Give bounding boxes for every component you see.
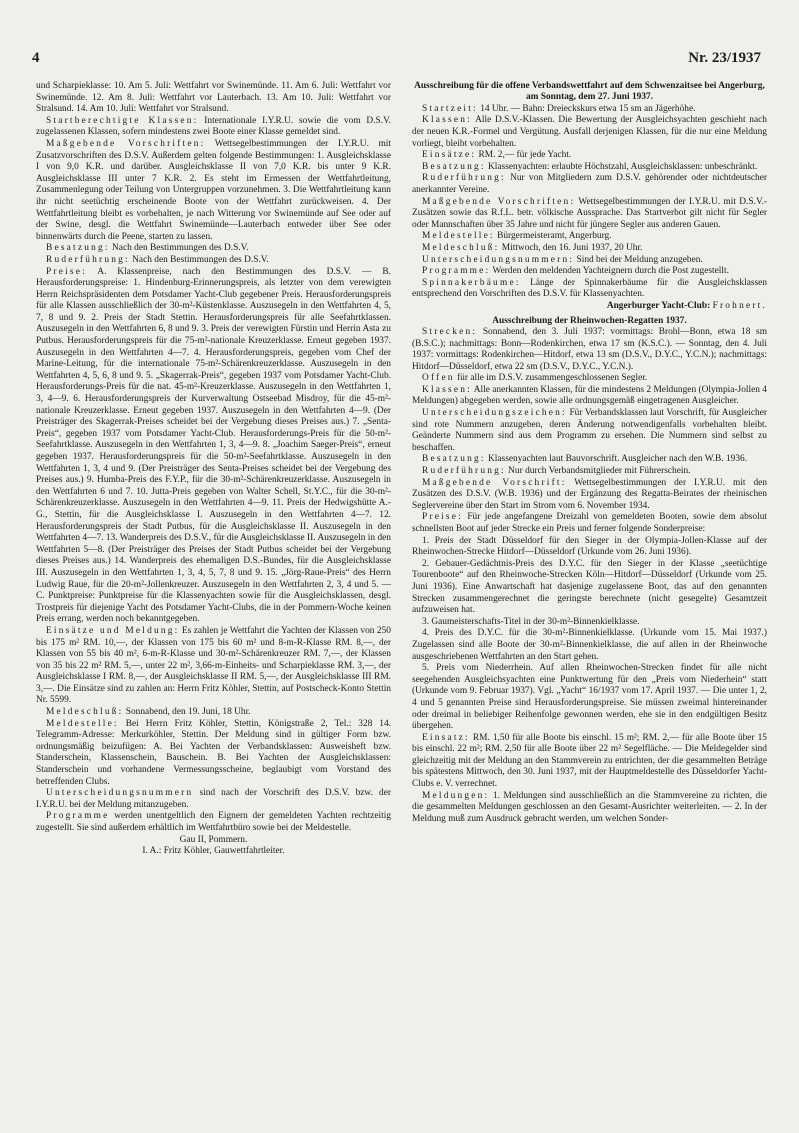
- section-text: Sonnabend, den 3. Juli 1937: vormittags: Brohl—Bonn, etwa 18 sm (B.S.C.); nachmittags: Bonn—Rodenkirchen, etwa 17 sm (K.S.C.). — Sonntag, den 4. Juli 1937: vormittags: Rodenkirchen—Hitdorf, etwa 13 sm (D.S.V., D.Y.C., Y.C.N.); nachmittags: Hitdorf—Düsseldorf, etwa 22 sm (D.S.V., D.Y.C., Y.C.N.).: [412, 326, 767, 372]
- section-text: RM. 2,— für jede Yacht.: [478, 150, 572, 161]
- section-text: für alle im D.S.V. zusammengeschlossenen Segler.: [457, 373, 648, 384]
- section-label: Einsatz:: [422, 732, 470, 743]
- section-label: Einsätze:: [422, 150, 477, 161]
- section-text: sind nach der Vorschrift des D.S.V. bzw. der I.Y.R.U. bei der Meldung mitanzugeben.: [36, 788, 392, 810]
- paragraph: [412, 243, 767, 255]
- paragraph: [412, 278, 767, 301]
- prize-item: 5. Preis vom Niederrhein. Auf allen Rheinwochen-Strecken findet für alle nicht seegehenden Ausgleichsyachten eine Punktwertung für den „Preis vom Niederhein“ statt (Urkunde vom 9. Februar 1937). Vgl. „Yacht“ 16/1937 vom 17. April 1937. — Die unter 1, 2, 4 und 5 genannten Preise sind Herausforderungspreise. Sie müssen zweimal hintereinander oder dreimal in beliebiger Reihenfolge gewonnen werden, ehe sie in den endgültigen Besitz übergehen.: [412, 663, 767, 732]
- paragraph: [412, 454, 767, 466]
- paragraph: [36, 255, 391, 267]
- section-text: Internationale I.Y.R.U. sowie die vom D.S.V. zugelassenen Klassen, sofern mindestens zwei Boote einer Klasse gemeldet sind.: [36, 115, 391, 138]
- paragraph: [412, 197, 767, 232]
- section-heading: Ausschreibung der Rheinwochen-Regatten 1937.: [492, 315, 687, 326]
- section-text: Wettsegelbestimmungen der I.Y.R.U. mit den Zusätzen des D.S.V. (W.B. 1936) und der Ergänzung des Regatta-Beirates der rheinischen Seglervereine über den Start im Strom vom 6. November 1934.: [412, 477, 767, 511]
- paragraph: [36, 811, 391, 834]
- paragraph: [36, 707, 391, 719]
- section-label: Einsätze und Meldung:: [46, 625, 180, 636]
- section-label: Maßgebende Vorschrift:: [422, 477, 567, 488]
- paragraph: [36, 626, 391, 707]
- section-label: Meldeschluß:: [422, 242, 500, 253]
- paragraph: [412, 733, 767, 791]
- section-text: Werden den meldenden Yachteignern durch die Post zugestellt.: [492, 266, 729, 277]
- paragraph: [412, 466, 767, 478]
- section-label: Unterscheidungsnummern: [46, 788, 194, 799]
- paragraph: [36, 243, 391, 255]
- section-label: Klassen:: [422, 115, 472, 126]
- section-text: Nur durch Verbandsmitglieder mit Führerschein.: [508, 466, 691, 477]
- section-text: A. Klassenpreise, nach den Bestimmungen des D.S.V. — B. Herausforderungspreise: 1. Hindenburg-Erinnerungspreis, als letzter von dem verewigten Herrn Reichspräsidenten dem Potsdamer Yacht-Club gegebener Preis. Herausforderungspreis für alle Klassen ausschließlich der 30-m²-Küstenklasse. Auszusegeln in den Wettfahrten 4, 5, 7, 8 und 9. 2. Preis der Stadt Stettin. Herausforderungspreis für alle Seefahrtklassen. Auszusegeln in den Wettfahrten 6, 8 und 9. 3. Preis der verewigten Fürstin und Herrin Asta zu Putbus. Herausforderungspreis für die 75-m²-nationale Kreuzerklasse. Erneut gegeben 1937. Auszusegeln in den Wettfahrten 4—7. 4. Herausforderungspreis, gegeben vom Chef der Marine-Leitung, für die internationale 75-m²-Schärenkreuzerklasse. Auszusegeln in den Wettfahrten 4, 5, 6, 8 und 9. 5. „Skagerrak-Preis“, gegeben 1937 vom Potsdamer Yacht-Club. Herausforderungs-Preis für die nat. 45-m²-Kreuzerklasse. Auszusegeln in den Wettfahrten 1, 3, 4—9. 6. Herausforderungspreis der Kurverwaltung Ostseebad Misdroy, für die 45-m²-nationale Kreuzerklasse. Erneut gegeben 1937. Auszusegeln in den Wettfahrten 4—9. (Der Preisträger des Skagerrak-Preises scheidet bei der Vergebung dieses Preises aus.) 7. „Senta-Preis“, gegeben 1937 vom Potsdamer Yacht-Club. Herausforderungs-Preis für die 50-m²-Seefahrtklasse. Auszusegeln in den Wettfahrten 1, 3, 4—9. 8. „Joachim Saeger-Preis“, erneut gegeben 1937. Herausforderungspreis für die 50-m²-Seefahrtklasse. Auszusegeln in den Wettfahrten 1, 3, 4 und 9. (Der Preisträger des Senta-Preises scheidet bei der Vergebung des Preises aus.) 9. Humba-Preis des F.Y.P., für die 30-m²-Schärenkreuzerklasse. Auszusegeln in den Wettfahrten 6 und 7. 10. Jutta-Preis gegeben von Walter Schell, St.Y.C., für die 30-m²-Schärenkreuzerklasse. Auszusegeln in den Wettfahrten 4—9. 11. Preis der Hedwigshütte A.-G., Stettin, für die Ausgleichsklasse I. Auszusegeln in den Wettfahrten 4—7. 12. Herausforderungspreis der Stadt Putbus, für die Ausgleichsklasse II. Auszusegeln in den Wettfahrten 4—7. 13. Wanderpreis des D.S.V., für die Ausgleichsklasse II. Auszusegeln in den Wettfahrten 5—8. (Der Preisträger des Preises der Stadt Putbus scheidet bei der Vergebung dieses Preises aus.) 14. Wanderpreis des ehemaligen D.S.-Bundes, für die Ausgleichsklasse III. Auszusegeln in den Wettfahrten 1, 3, 4, 5, 7, 8 und 9. 15. „Jörg-Raue-Preis“ des Herrn Ludwig Raue, für die 20-m²-Jollenkreuzer. Auszusegeln in den Wettfahrten 2, 3, 4 und 5. — C. Punktpreise: Punktpreise für die Klassenyachten sowie für die Ausgleichsklassen, desgl. Trostpreis für diejenige Yacht des Potsdamer Yacht-Clubs, die in der Pommern-Woche keinen Preis errang, werden noch bekanntgegeben.: [36, 266, 391, 625]
- paragraph: [36, 788, 391, 811]
- paragraph: und Scharpieklasse: 10. Am 5. Juli: Wettfahrt vor Swinemünde. 11. Am 6. Juli: Wettfahrt vor Swinemünde. 12. Am 8. Juli: Wettfahrt vor Lauterbach. 13. Am 10. Juli: Wettfahrt vor Stralsund. 14. Am 10. Juli: Wettfahrt vor Stralsund.: [36, 81, 391, 115]
- section-text: Mittwoch, den 16. Juni 1937, 20 Uhr.: [501, 242, 643, 253]
- section-label: Startberechtigte Klassen:: [46, 115, 199, 126]
- left-column: [36, 81, 391, 858]
- section-label: Maßgebende Vorschriften:: [422, 196, 576, 207]
- prize-item: 2. Gebauer-Gedächtnis-Preis des D.Y.C. für den Sieger in der Klasse „seetüchtige Tourenboote“ auf den Rheinwoche-Strecken Köln—Hitdorf—Düsseldorf (Urkunde vom 25. Juni 1936). Eine Anwartschaft hat dasjenige zugelassene Boot, das auf den genannten Strecken zusammengerechnet die geringste berechnete (nicht gesegelte) Gesamtzeit aufzuweisen hat.: [412, 558, 767, 616]
- section-label: Besatzung:: [422, 161, 486, 172]
- prize-item: 3. Gaumeisterschafts-Titel in der 30-m²-Binnenkielklasse.: [422, 616, 640, 627]
- section-label: Startzeit:: [422, 103, 478, 114]
- section-label: Programme:: [422, 266, 491, 277]
- signoff-name: I. A.: Fritz Köhler, Gauwettfahrtleiter.: [142, 846, 285, 857]
- section-label: Meldestelle:: [46, 718, 119, 729]
- section-text: Nach den Bestimmungen des D.S.V.: [132, 254, 269, 265]
- section-text: Sind bei der Meldung anzugeben.: [576, 254, 703, 265]
- section-label: Strecken:: [422, 326, 478, 337]
- paragraph: [36, 267, 391, 626]
- section-text: Wettsegelbestimmungen der I.Y.R.U. mit D.S.V.-Zusätzen sowie das R.f.L. betr. völkische Aussprache. Das Startverbot gilt nicht für Segler oder Mannschaften über 35 Jahre und nicht für jüngere Segler aus anderen Gauen.: [412, 196, 767, 230]
- paragraph: [412, 162, 767, 174]
- section-text: Länge der Spinnakerbäume für die Ausgleichsklassen entsprechend den Vorschriften des D.S.V. für Klassenyachten.: [412, 277, 767, 300]
- section-text: Es zahlen je Wettfahrt die Yachten der Klassen von 250 bis 175 m² RM. 10,—, der Klassen von 175 bis 60 m² und 8-m-R-Klasse RM. 8,—, der Klassen von 55 bis 40 m², 6-m-R-Klasse und 30-m²-Schärenkreuzer RM. 7,—, der Klassen von 35 bis 22 m² RM. 5,—, unter 22 m², 3,66-m-Einheits- und Scharpieklasse RM. 3,—, der Ausgleichsklasse I RM. 8,—, der Ausgleichsklasse II RM. 5,—, der Ausgleichsklasse III RM. 3,—. Die Einsätze sind zu zahlen an: Herrn Fritz Köhler, Stettin, auf Postscheck-Konto Stettin Nr. 5599.: [36, 625, 391, 706]
- paragraph: [412, 385, 767, 408]
- club-signoff: [412, 301, 767, 313]
- section-text: 1. Meldungen sind ausschließlich an die Stammvereine zu richten, die die gesammelten Meldungen geschlossen an den Gesamt-Ausrichter weiterleiten. — 2. In der Meldung muß zum Ausdruck gebracht werden, um welchen Sonder-: [412, 790, 767, 824]
- paragraph: [36, 116, 391, 139]
- right-column: [412, 81, 767, 825]
- prize-item: 4. Preis des D.Y.C. für die 30-m²-Binnenkielklasse. (Urkunde vom 15. Mai 1937.) Zugelassen sind alle Boote der 30-m²-Binnenkielklasse, die auf allen in der Rheinwoche ausgeschriebenen Wettfahrten an den Start gehen.: [412, 628, 767, 662]
- paragraph: [412, 115, 767, 150]
- paragraph: [412, 266, 767, 278]
- section-text: Nach den Bestimmungen des D.S.V.: [112, 243, 249, 254]
- section-label: Offen: [422, 373, 455, 384]
- section-label: Ruderführung:: [422, 466, 506, 477]
- section-heading: Ausschreibung für die offene Verbandswettfahrt auf dem Schwenzaitsee bei Angerburg, am Sonntag, dem 27. Juni 1937.: [414, 81, 765, 103]
- section-label: Preise:: [46, 266, 87, 277]
- section-text: Bei Herrn Fritz Köhler, Stettin, Königstraße 2, Tel.: 328 14. Telegramm-Adresse: Merkurköhler, Stettin. Der Meldung sind in gültiger Form bzw. ordnungsmäßig beizufügen: A. Bei Yachten der Verbandsklassen: Ausweisheft bzw. Standerschein, Klassenschein, Bauschein. B. Bei Yachten der Ausgleichsklassen: Standerschein und vorhandene Vermessungsscheine, beglaubigt vom Vorstand des betreffenden Clubs.: [36, 718, 392, 787]
- page-number: 4: [32, 50, 40, 66]
- paragraph: [412, 408, 767, 454]
- section-label: Ruderführung:: [46, 254, 130, 265]
- section-label: Besatzung:: [46, 243, 110, 254]
- section-text: RM. 1,50 für alle Boote bis einschl. 15 m²; RM. 2,— für alle Boote über 15 bis einschl. 22 m²; RM. 2,50 für alle Boote über 22 m² Segelfläche. — Die Meldegelder sind gleichzeitig mit der Meldung an den Stammverein zu entrichten, der die gesammelten Beträge bis spätestens Mittwoch, den 30. Juni 1937, mit der Hauptmeldestelle des Düsseldorfer Yacht-Clubs e. V. verrechnet.: [412, 732, 767, 790]
- paragraph: [412, 327, 767, 373]
- section-text: Bürgermeisteramt, Angerburg.: [497, 231, 612, 242]
- section-text: Nur von Mitgliedern zum D.S.V. gehörender oder nichtdeutscher anerkannter Vereine.: [412, 173, 768, 195]
- prize-item: 1. Preis der Stadt Düsseldorf für den Sieger in der Olympia-Jollen-Klasse auf der Rheinwochen-Strecke Hitdorf—Düsseldorf (Urkunde vom 26. Juni 1936).: [412, 535, 767, 558]
- section-label: Besatzung:: [422, 454, 486, 465]
- issue-number: Nr. 23/1937: [688, 50, 761, 66]
- section-text: Klassenyachten: erlaubte Höchstzahl, Ausgleichsklassen: unbeschränkt.: [488, 161, 758, 172]
- section-label: Unterscheidungszeichen:: [422, 408, 567, 419]
- paragraph: [412, 173, 767, 196]
- paragraph: [412, 150, 767, 162]
- paragraph: [412, 104, 767, 116]
- section-label: Preise:: [422, 512, 463, 523]
- section-label: Unterscheidungsnummern:: [422, 254, 575, 265]
- section-text: Sonnabend, den 19. Juni, 18 Uhr.: [125, 707, 251, 718]
- section-text: 14 Uhr. — Bahn: Dreieckskurs etwa 15 sm an Jägerhöhe.: [480, 103, 696, 114]
- paragraph: [36, 139, 391, 243]
- section-text: werden unentgeltlich den Eignern der gemeldeten Yachten rechtzeitig zugestellt. Sie sind außerdem erhältlich im Wettfahrtbüro sowie bei der Meldestelle.: [36, 811, 392, 833]
- club-name: Angerburger Yacht-Club:: [606, 300, 711, 311]
- paragraph: [36, 719, 391, 789]
- section-text: Alle D.S.V.-Klassen. Die Bewertung der Ausgleichsyachten geschieht nach der neuen K.R.-Formel und Vergütung. Ausfall derjenigen Klassen, für die nur eine Meldung vorliegt, bleibt vorbehalten.: [412, 115, 767, 149]
- section-label: Ruderführung:: [422, 173, 506, 184]
- section-text: Klassenyachten laut Bauvorschrift. Ausgleicher nach den W.B. 1936.: [488, 454, 748, 465]
- paragraph: [412, 231, 767, 243]
- section-text: Für Verbandsklassen laut Vorschrift, für Ausgleicher sind rote Nummern anzugeben, deren Änderung notwendigenfalls vorbehalten bleibt. Geänderte Nummern sind aus dem Programm zu ersehen. Die Nummern sind selbst zu beschaffen.: [412, 408, 767, 453]
- paragraph: [412, 255, 767, 267]
- section-label: Programme: [46, 811, 110, 822]
- signatory: Frohnert.: [712, 300, 767, 311]
- section-label: Meldungen:: [422, 790, 490, 801]
- section-text: Wettsegelbestimmungen der I.Y.R.U. mit Zusatzvorschriften des D.S.V. Außerdem gelten folgende Bestimmungen: 1. Ausgleichsklasse I von 9,0 K.R. und darüber. Ausgleichsklasse II von 7,0 K.R. bis unter 9 K.R. Ausgleichsklasse III unter 7 K.R. 2. Es steht im Ermessen der Wettfahrtleitung, Zusammenlegung oder Teilung von Untergruppen vorzunehmen. 3. Die Wettfahrtleitung kann ihr nicht seetüchtig erscheinende Boote von der Wettfahrt zurückweisen. 4. Der Wettfahrtleitung bleibt es vorbehalten, je nach Witterung vor Swinemünde auf See oder auf der Swine, desgl. die Wettfahrt Swinemünde—Lauterbach entweder über See oder binnenwärts durch die Peene, starten zu lassen.: [36, 138, 391, 242]
- paragraph: [412, 373, 767, 385]
- signoff-org: Gau II, Pommern.: [179, 834, 248, 845]
- section-text: Für jede angefangene Dreizahl von gemeldeten Booten, sowie dem absolut schnellsten Boot auf jeder Strecke ein Preis und ferner folgende Sonderpreise:: [412, 512, 767, 534]
- section-label: Meldestelle:: [422, 231, 495, 242]
- paragraph: [412, 512, 767, 535]
- section-text: Alle anerkannten Klassen, für die mindestens 2 Meldungen (Olympia-Jollen 4 Meldungen) abgegeben werden, sowie alle ordnungsgemäß eingetragenen Ausgleicher.: [412, 384, 767, 407]
- paragraph: [412, 478, 767, 513]
- section-label: Maßgebende Vorschriften:: [46, 138, 206, 149]
- section-label: Spinnakerbäume:: [422, 277, 521, 288]
- section-label: Klassen:: [422, 384, 472, 395]
- paragraph: [412, 791, 767, 826]
- section-label: Meldeschluß:: [46, 707, 124, 718]
